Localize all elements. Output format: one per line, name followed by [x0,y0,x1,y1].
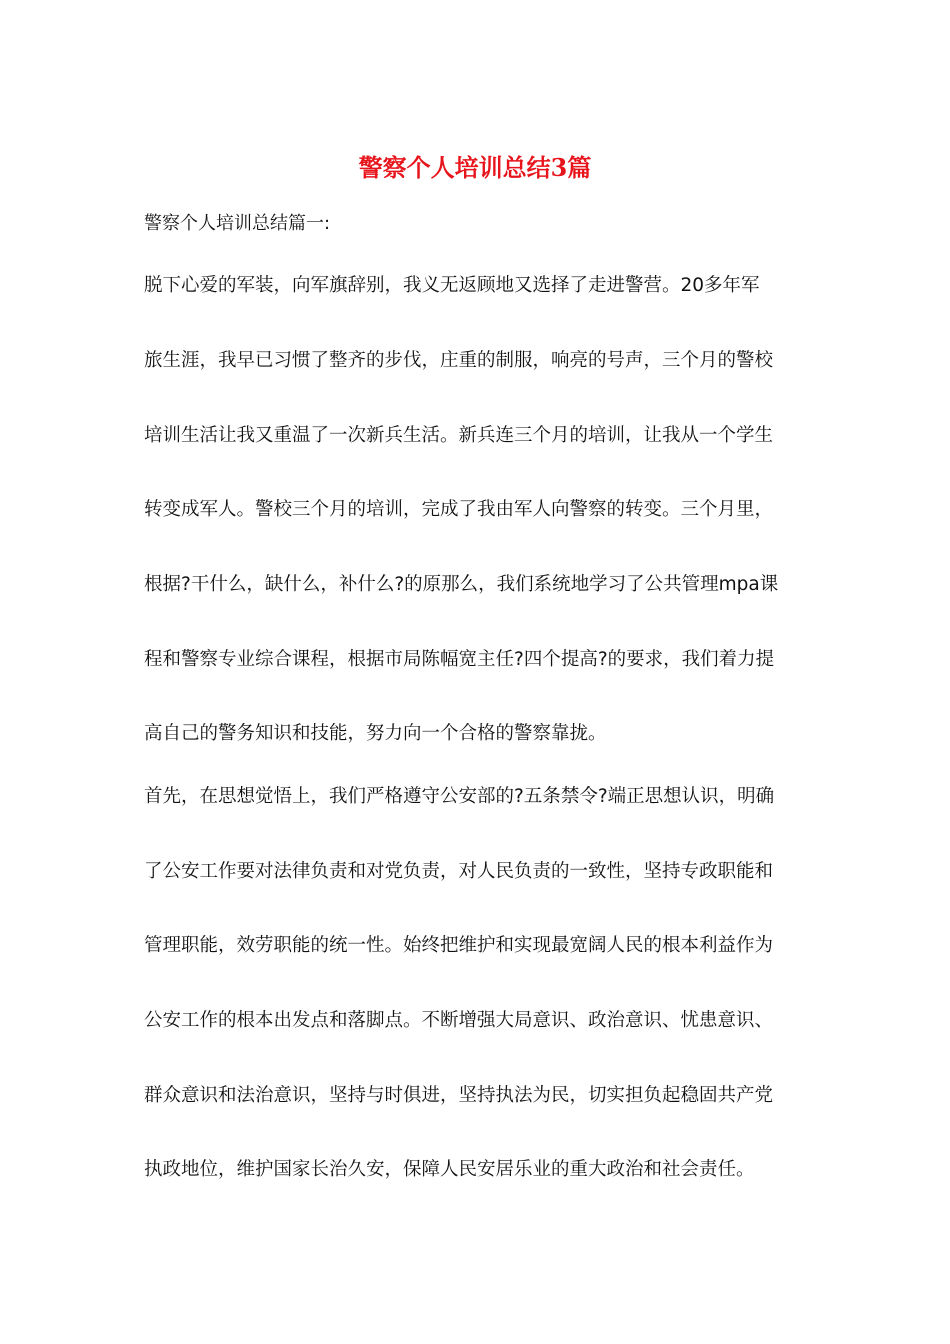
body-line: 高自己的警务知识和技能，努力向一个合格的警察靠拢。 [144,723,607,744]
body-line: 旅生涯，我早已习惯了整齐的步伐，庄重的制服，响亮的号声，三个月的警校 [144,350,774,371]
section-heading: 警察个人培训总结篇一: [144,213,331,234]
body-line: 管理职能，效劳职能的统一性。始终把维护和实现最宽阔人民的根本利益作为 [144,935,774,956]
body-line: 转变成军人。警校三个月的培训，完成了我由军人向警察的转变。三个月里， [144,499,774,520]
body-line: 了公安工作要对法律负责和对党负责，对人民负责的一致性，坚持专政职能和 [144,861,774,882]
body-line: 脱下心爱的军装，向军旗辞别，我义无返顾地又选择了走进警营。20多年军 [144,275,760,296]
body-line: 培训生活让我又重温了一次新兵生活。新兵连三个月的培训，让我从一个学生 [144,425,774,446]
body-line: 首先，在思想觉悟上，我们严格遵守公安部的?五条禁令?端正思想认识，明确 [144,786,775,807]
body-line: 根据?干什么，缺什么，补什么?的原那么，我们系统地学习了公共管理mpa课 [144,574,779,595]
body-line: 程和警察专业综合课程，根据市局陈幅宽主任?四个提高?的要求，我们着力提 [144,649,775,670]
body-line: 执政地位，维护国家长治久安，保障人民安居乐业的重大政治和社会责任。 [144,1159,755,1180]
document-title: 警察个人培训总结3篇 [358,153,592,182]
body-line: 公安工作的根本出发点和落脚点。不断增强大局意识、政治意识、忧患意识、 [144,1010,774,1031]
body-line: 群众意识和法治意识，坚持与时俱进，坚持执法为民，切实担负起稳固共产党 [144,1085,774,1106]
